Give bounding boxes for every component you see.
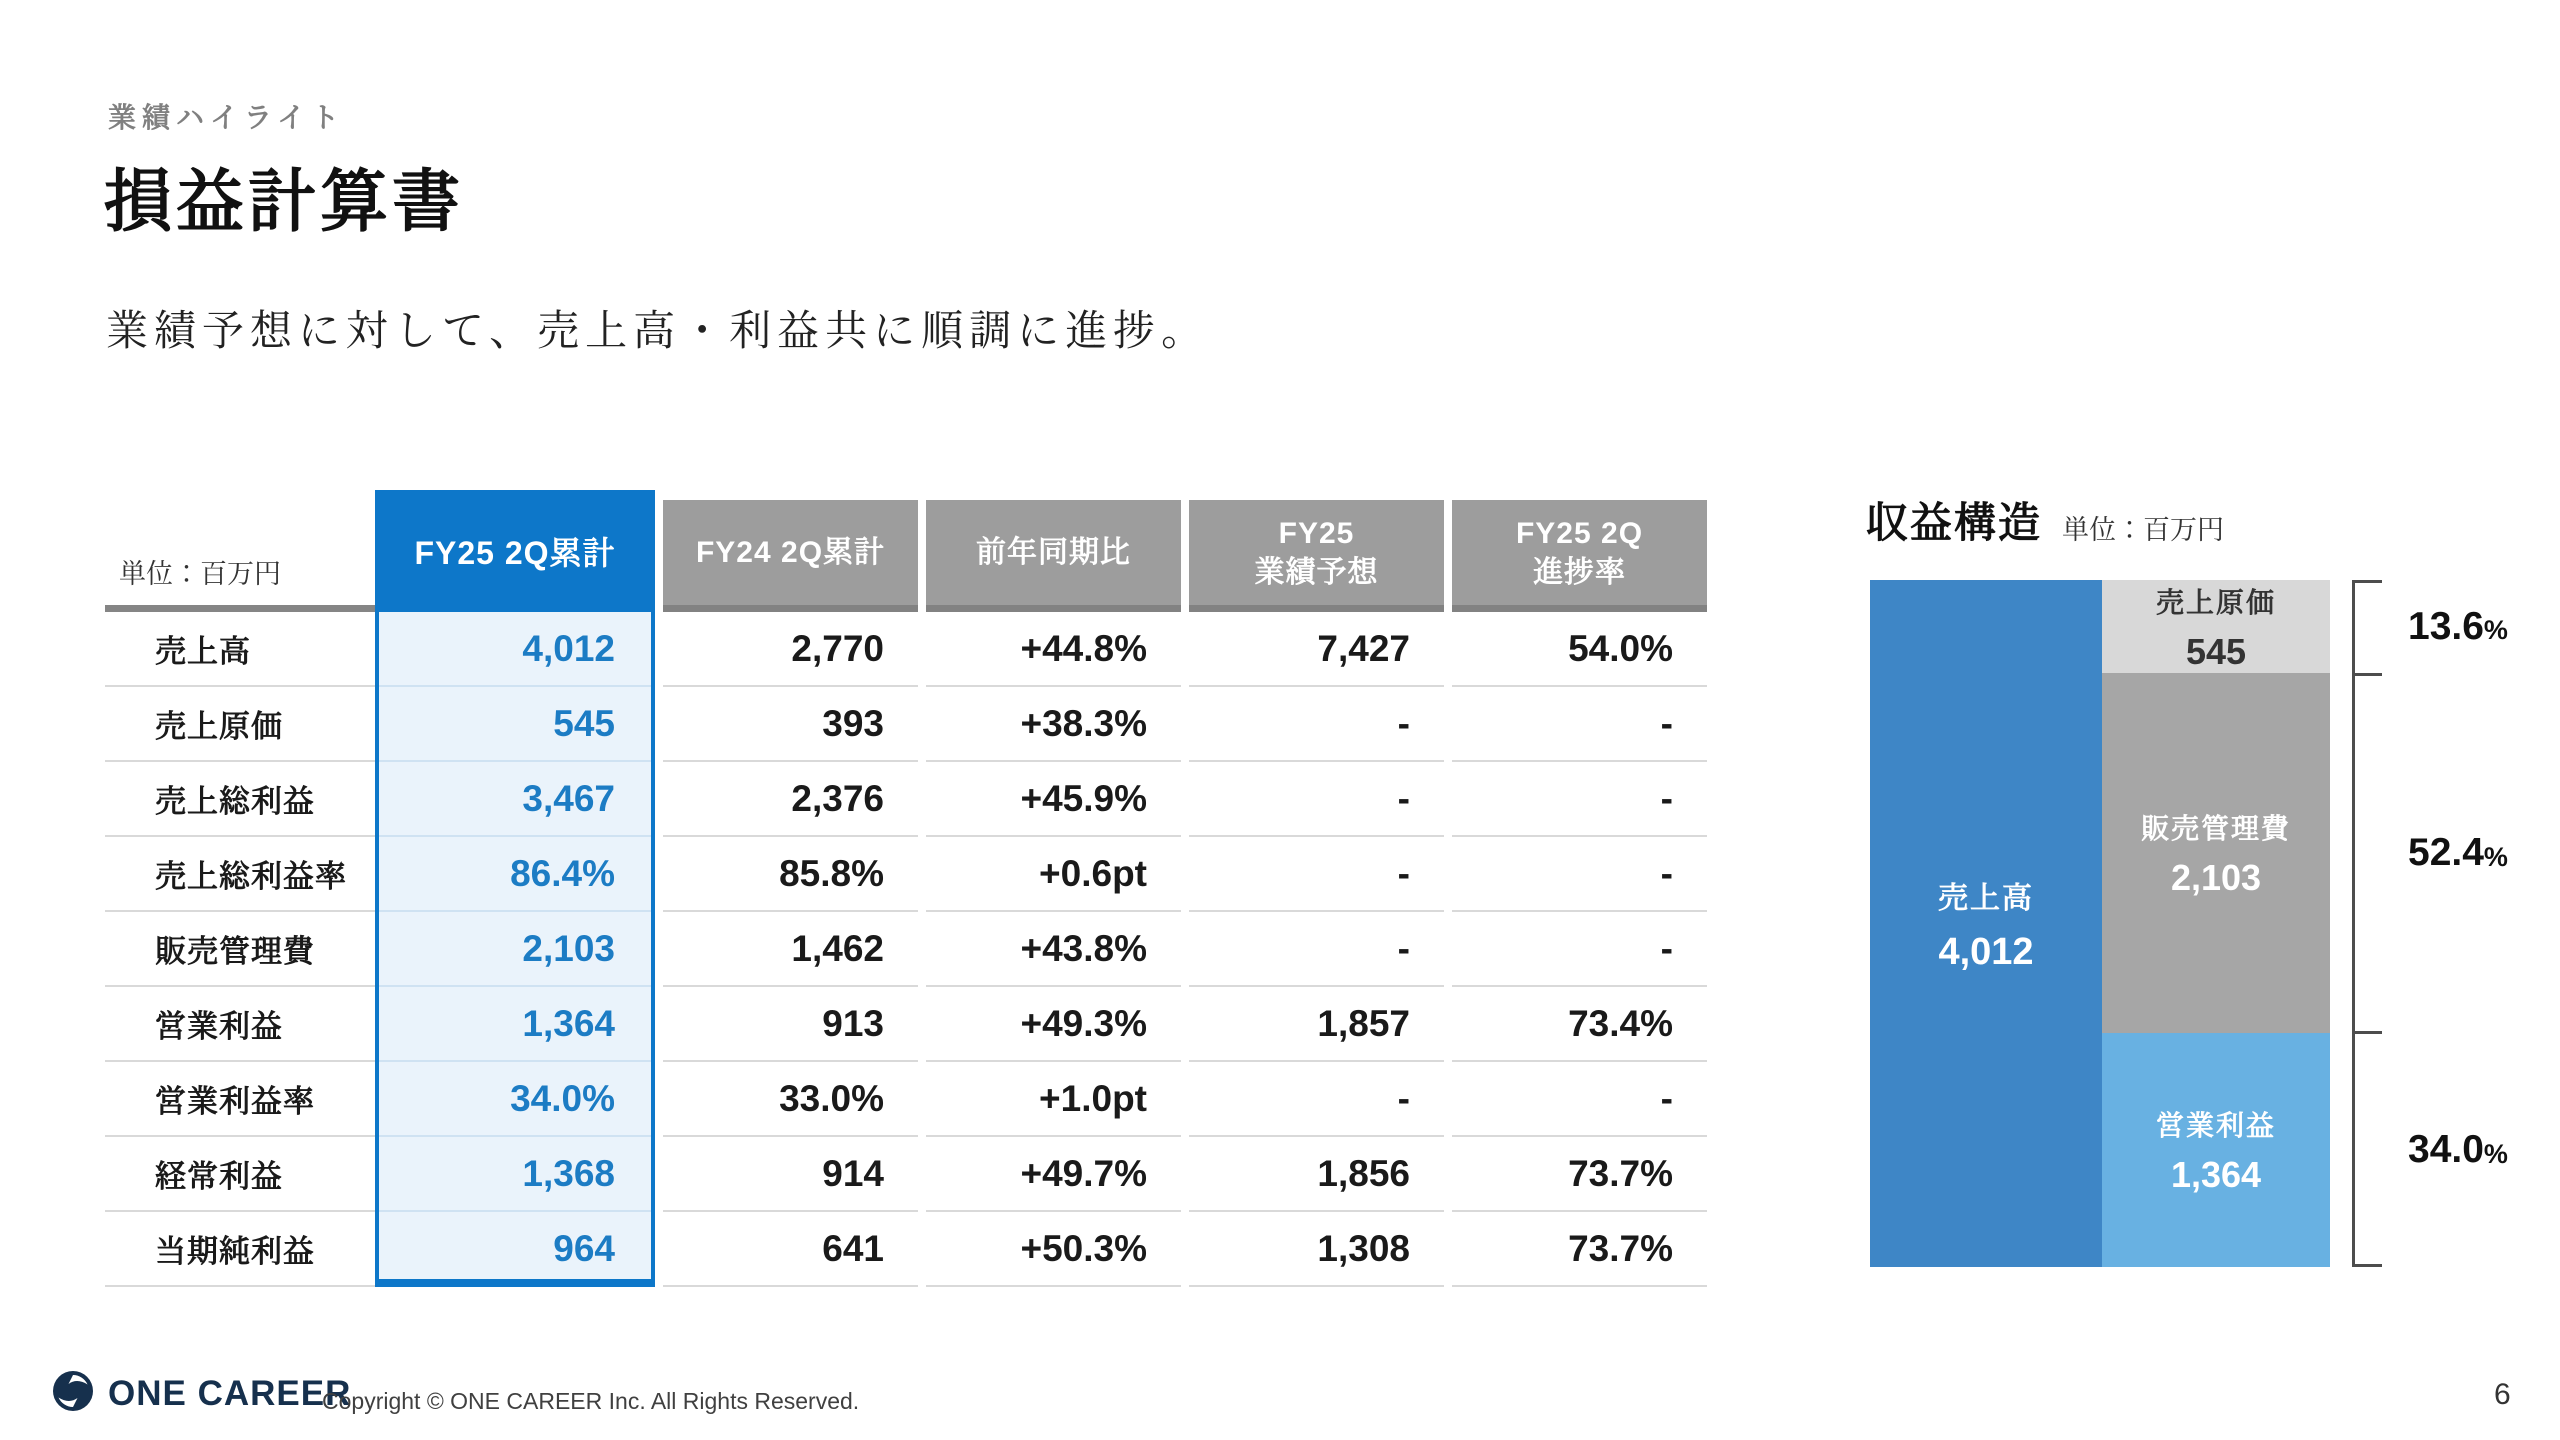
bar-segment-label: 売上高 — [1938, 882, 2034, 915]
percent-number: 13.6 — [2408, 604, 2484, 648]
bar-segment-value: 1,364 — [2170, 1154, 2262, 1196]
operating-profit-segment — [2102, 1033, 2330, 1267]
cell-forecast: - — [1189, 837, 1444, 912]
bar-segment-label: 営業利益 — [2155, 1110, 2276, 1142]
bar-segment-label: 販売管理費 — [2140, 813, 2291, 845]
cell-yoy: +44.8% — [926, 612, 1181, 687]
chart-title: 収益構造 — [1866, 499, 2043, 546]
eyebrow-label: 業績ハイライト — [108, 102, 346, 133]
cell-yoy: +43.8% — [926, 912, 1181, 987]
cell-forecast: - — [1189, 762, 1444, 837]
cogs-segment — [2102, 580, 2330, 673]
cell-yoy: +49.3% — [926, 987, 1181, 1062]
page-subtitle: 業績予想に対して、売上高・利益共に順調に進捗。 — [106, 307, 1210, 354]
cell-yoy: +49.7% — [926, 1137, 1181, 1212]
cell-fy25-2q: 34.0% — [375, 1062, 655, 1137]
column-header-line: FY24 2Q累計 — [695, 536, 886, 569]
cell-progress: - — [1452, 762, 1707, 837]
bar-segment-label: 売上原価 — [2155, 586, 2276, 618]
table-row — [105, 612, 1715, 687]
column-header-yoy — [926, 500, 1181, 612]
revenue-breakdown-bar — [2102, 580, 2330, 1267]
percent-number: 52.4 — [2408, 831, 2484, 875]
one-career-wordmark: ONE CAREER — [108, 1373, 352, 1413]
cell-fy25-2q: 86.4% — [375, 837, 655, 912]
row-label: 営業利益 — [105, 987, 375, 1062]
cell-yoy: +50.3% — [926, 1212, 1181, 1287]
cell-yoy: +45.9% — [926, 762, 1181, 837]
copyright-text: Copyright © ONE CAREER Inc. All Rights Reserved. — [322, 1388, 860, 1414]
table-row — [105, 762, 1715, 837]
cell-forecast: 1,857 — [1189, 987, 1444, 1062]
bracket-tick — [2355, 1031, 2382, 1264]
percent-number: 34.0 — [2408, 1128, 2484, 1172]
table-row — [105, 987, 1715, 1062]
cogs-percent-label — [2398, 580, 2548, 673]
one-career-logo-icon — [52, 1370, 94, 1417]
cell-fy24-2q: 393 — [663, 687, 918, 762]
table-row — [105, 1212, 1715, 1287]
bar-segment-value: 4,012 — [1938, 931, 2034, 973]
column-header-forecast — [1189, 500, 1444, 612]
cell-progress: - — [1452, 912, 1707, 987]
cell-forecast: 1,308 — [1189, 1212, 1444, 1287]
column-header-line: 前年同期比 — [976, 536, 1131, 569]
percent-sign: % — [2483, 841, 2508, 872]
column-header-line: 進捗率 — [1533, 555, 1626, 589]
column-header-progress — [1452, 500, 1707, 612]
percent-sign: % — [2483, 1138, 2508, 1169]
cell-forecast: 1,856 — [1189, 1137, 1444, 1212]
cell-fy24-2q: 914 — [663, 1137, 918, 1212]
bar-segment-value: 2,103 — [2170, 857, 2262, 899]
cell-forecast: 7,427 — [1189, 612, 1444, 687]
row-label: 売上原価 — [105, 687, 375, 762]
operating-profit-percent-label — [2398, 1033, 2548, 1267]
bar-segment-value: 545 — [2185, 630, 2247, 672]
row-label: 売上総利益率 — [105, 837, 375, 912]
sga-percent-label — [2398, 673, 2548, 1033]
cell-fy24-2q: 85.8% — [663, 837, 918, 912]
cell-fy24-2q: 33.0% — [663, 1062, 918, 1137]
table-unit-label: 単位：百万円 — [105, 500, 375, 612]
cell-fy24-2q: 2,770 — [663, 612, 918, 687]
column-header-fy25-2q: FY25 2Q累計 — [375, 490, 655, 612]
table-row — [105, 912, 1715, 987]
cell-yoy: +0.6pt — [926, 837, 1181, 912]
row-label: 経常利益 — [105, 1137, 375, 1212]
one-career-logo — [52, 1370, 351, 1417]
table-header-row — [105, 490, 1715, 612]
revenue-structure-chart — [1870, 580, 2330, 1267]
cell-yoy: +1.0pt — [926, 1062, 1181, 1137]
cell-fy25-2q: 2,103 — [375, 912, 655, 987]
bracket-tick — [2355, 673, 2382, 1032]
cell-fy25-2q: 4,012 — [375, 612, 655, 687]
percent-sign: % — [2483, 615, 2508, 646]
cell-fy25-2q: 545 — [375, 687, 655, 762]
row-label: 販売管理費 — [105, 912, 375, 987]
page-title: 損益計算書 — [104, 164, 465, 240]
bracket-tick — [2355, 580, 2382, 673]
revenue-total-bar — [1870, 580, 2102, 1267]
cell-progress: - — [1452, 687, 1707, 762]
page-number: 6 — [2494, 1378, 2511, 1411]
cell-fy25-2q: 3,467 — [375, 762, 655, 837]
row-label: 営業利益率 — [105, 1062, 375, 1137]
cell-progress: 73.7% — [1452, 1137, 1707, 1212]
cell-fy24-2q: 2,376 — [663, 762, 918, 837]
table-row — [105, 837, 1715, 912]
cell-progress: 73.4% — [1452, 987, 1707, 1062]
cell-progress: - — [1452, 1062, 1707, 1137]
cell-progress: - — [1452, 837, 1707, 912]
row-label: 売上高 — [105, 612, 375, 687]
cell-yoy: +38.3% — [926, 687, 1181, 762]
table-row — [105, 687, 1715, 762]
column-header-line: 業績予想 — [1254, 555, 1379, 589]
cell-fy24-2q: 641 — [663, 1212, 918, 1287]
column-header-line: FY25 2Q — [1515, 516, 1644, 550]
cell-fy24-2q: 1,462 — [663, 912, 918, 987]
cell-fy24-2q: 913 — [663, 987, 918, 1062]
chart-percent-labels — [2398, 580, 2548, 1267]
cell-fy25-2q: 964 — [375, 1212, 655, 1287]
column-header-line: FY25 — [1278, 516, 1355, 550]
cell-forecast: - — [1189, 1062, 1444, 1137]
chart-bracket — [2352, 580, 2382, 1267]
cell-forecast: - — [1189, 912, 1444, 987]
column-header-fy24-2q — [663, 500, 918, 612]
row-label: 売上総利益 — [105, 762, 375, 837]
cell-progress: 73.7% — [1452, 1212, 1707, 1287]
chart-unit-label: 単位：百万円 — [2062, 515, 2224, 545]
table-row — [105, 1137, 1715, 1212]
cell-fy25-2q: 1,364 — [375, 987, 655, 1062]
pl-table — [105, 490, 1715, 1287]
table-row — [105, 1062, 1715, 1137]
cell-fy25-2q: 1,368 — [375, 1137, 655, 1212]
row-label: 当期純利益 — [105, 1212, 375, 1287]
cell-forecast: - — [1189, 687, 1444, 762]
sga-segment — [2102, 673, 2330, 1033]
cell-progress: 54.0% — [1452, 612, 1707, 687]
